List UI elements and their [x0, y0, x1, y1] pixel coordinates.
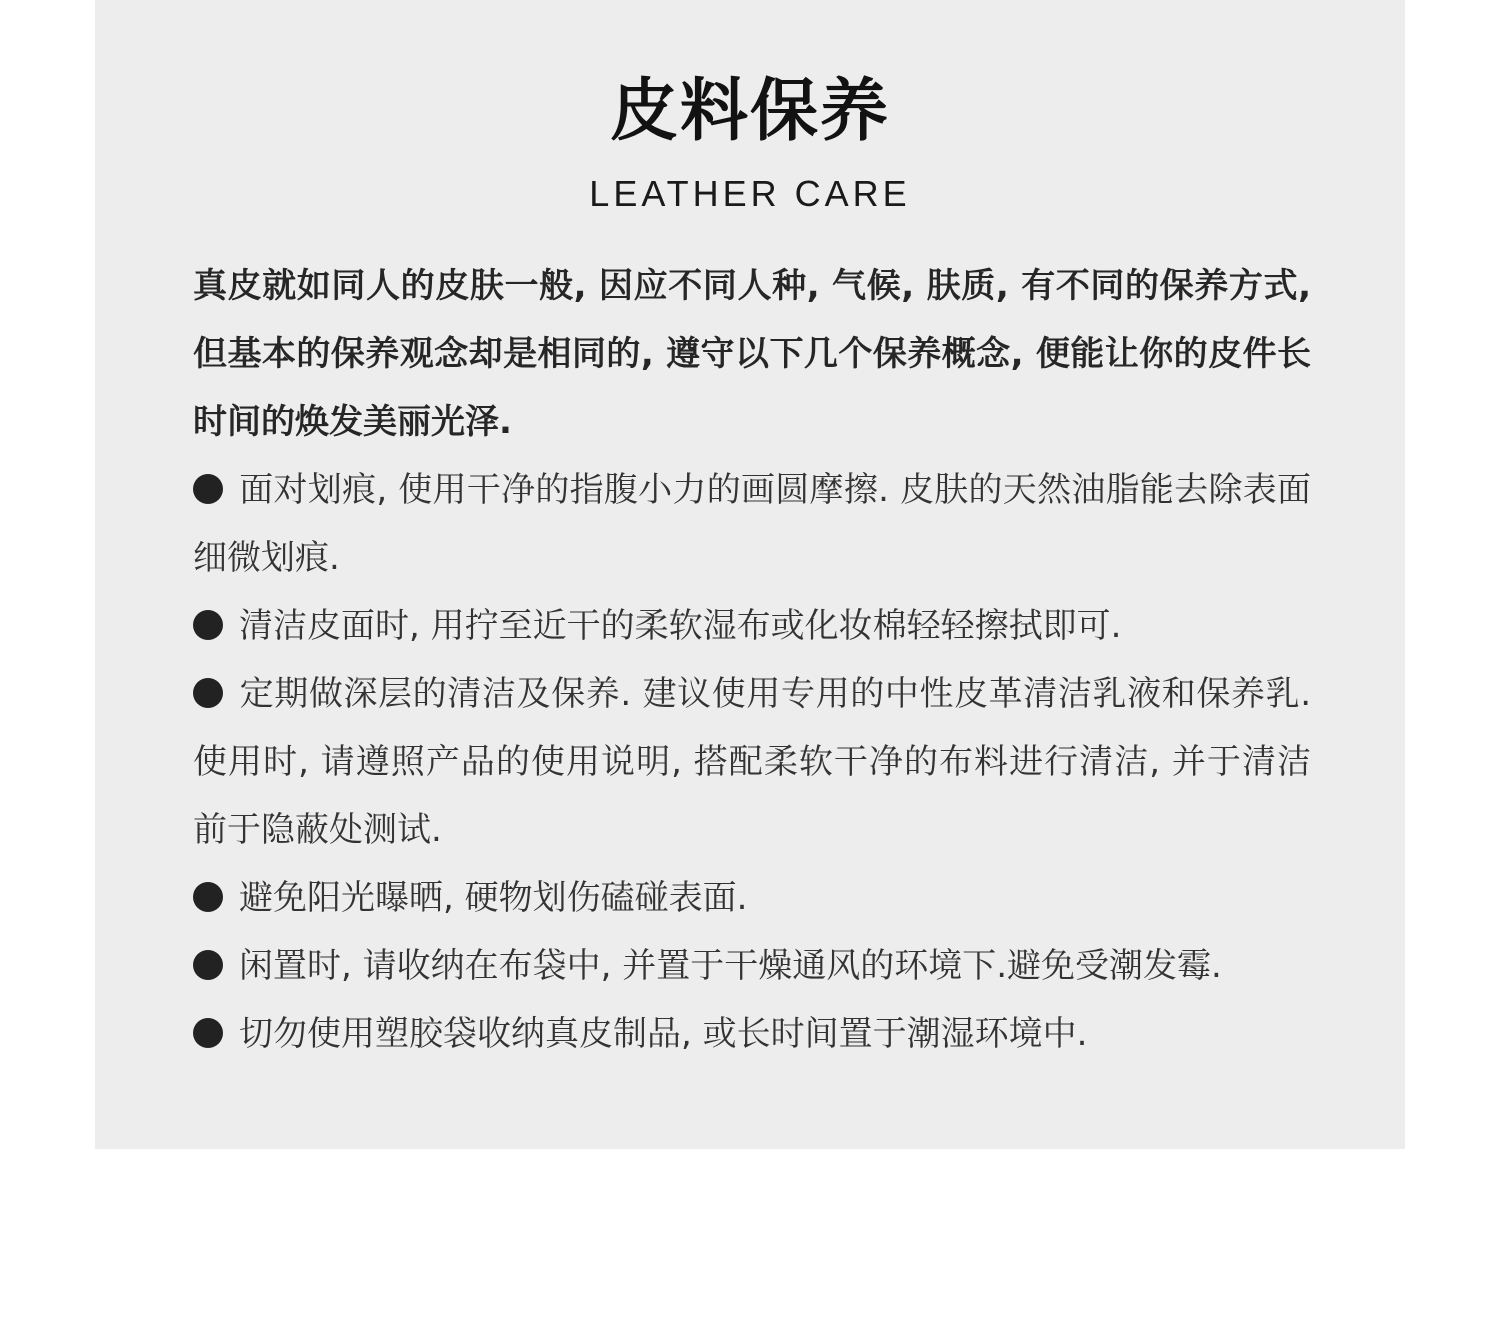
- care-tips-list: [193, 456, 1311, 1068]
- bullet-icon: [193, 882, 223, 912]
- bullet-icon: [193, 610, 223, 640]
- list-item-text: 清洁皮面时, 用拧至近干的柔软湿布或化妆棉轻轻擦拭即可.: [239, 606, 1122, 646]
- bullet-icon: [193, 950, 223, 980]
- list-item: [193, 1000, 1311, 1068]
- list-item-text: 切勿使用塑胶袋收纳真皮制品, 或长时间置于潮湿环境中.: [239, 1014, 1088, 1054]
- list-item-text: 定期做深层的清洁及保养. 建议使用专用的中性皮革清洁乳液和保养乳. 使用时, 请遵照产品的使用说明, 搭配柔软干净的布料进行清洁, 并于清洁前于隐蔽处测试.: [193, 674, 1311, 850]
- list-item-text: 闲置时, 请收纳在布袋中, 并置于干燥通风的环境下.避免受潮发霉.: [239, 946, 1222, 986]
- list-item-text: 面对划痕, 使用干净的指腹小力的画圆摩擦. 皮肤的天然油脂能去除表面细微划痕.: [193, 470, 1311, 578]
- list-item: [193, 932, 1311, 1000]
- bullet-icon: [193, 678, 223, 708]
- leather-care-panel: [95, 0, 1405, 1149]
- list-item: [193, 864, 1311, 932]
- intro-paragraph: 真皮就如同人的皮肤一般, 因应不同人种, 气候, 肤质, 有不同的保养方式, 但基本的保养观念却是相同的, 遵守以下几个保养概念, 便能让你的皮件长时间的焕发美丽光泽.: [193, 266, 1311, 442]
- page-subtitle: LEATHER CARE: [589, 173, 911, 214]
- care-content: [193, 252, 1311, 1068]
- bullet-icon: [193, 1018, 223, 1048]
- list-item: [193, 660, 1311, 864]
- bullet-icon: [193, 474, 223, 504]
- list-item: [193, 592, 1311, 660]
- page-title: 皮料保养: [609, 72, 890, 151]
- list-item-text: 避免阳光曝晒, 硬物划伤磕碰表面.: [239, 878, 748, 918]
- list-item: [193, 456, 1311, 592]
